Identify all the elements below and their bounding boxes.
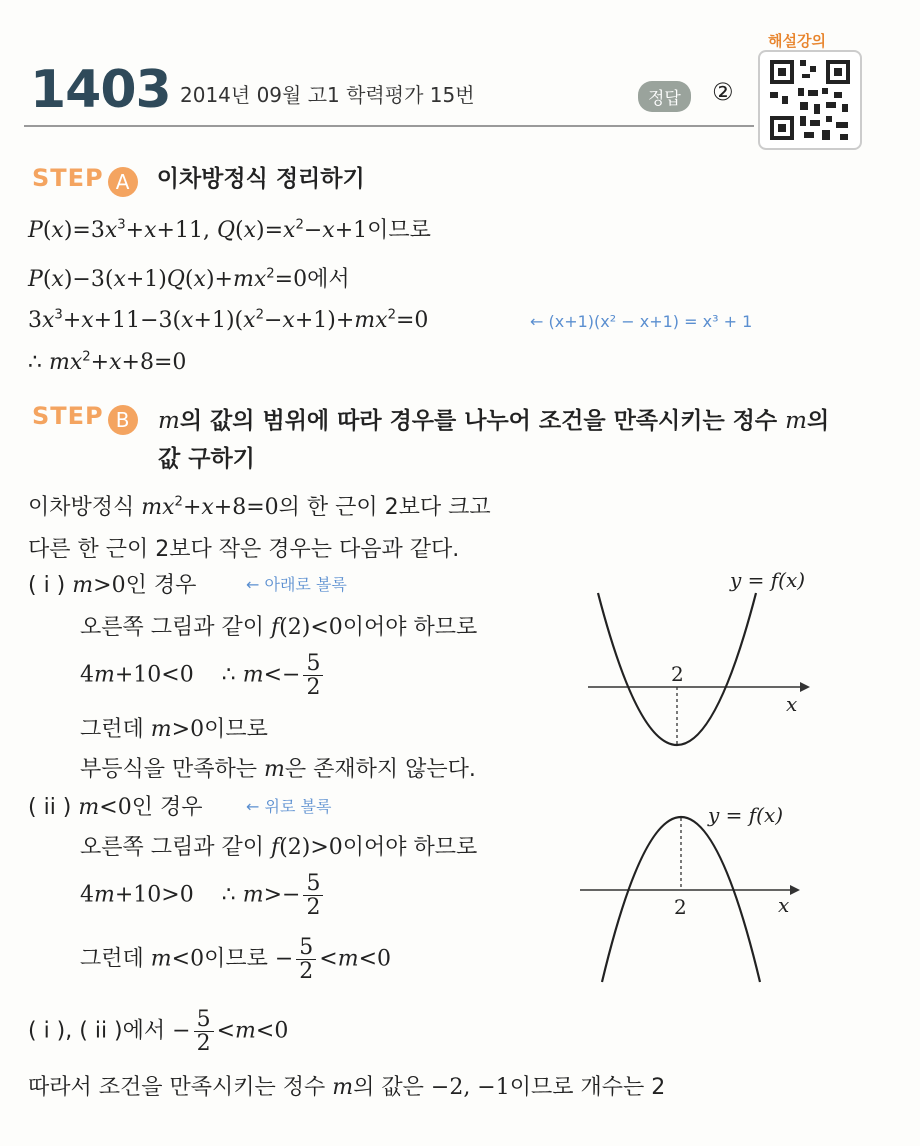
case-1-line-4: 부등식을 만족하는 m은 존재하지 않는다. <box>80 757 476 782</box>
step-a-header <box>32 160 365 197</box>
function-label: y = f(x) <box>730 568 806 592</box>
step-a-line-4: ∴ $mx^2+x+8=0$ <box>28 349 187 375</box>
case-1-line-3: 그런데 m>0이므로 <box>80 717 268 742</box>
step-b-title: m의 값의 범위에 따라 경우를 나누어 조건을 만족시키는 정수 m의 <box>158 408 830 434</box>
problem-source: 2014년 09월 고1 학력평가 15번 <box>180 83 475 107</box>
qr-label: 해설강의 <box>768 32 826 50</box>
x-axis-arrow-icon <box>790 885 800 895</box>
x-axis-arrow-icon <box>800 682 810 692</box>
problem-number: 1403 <box>30 60 171 120</box>
step-a-tag: STEP <box>32 164 104 192</box>
x-axis-label: x <box>778 893 790 917</box>
case-1-header: ( i ) m>0인 경우 <box>28 573 197 598</box>
therefore-symbol: ∴ <box>28 350 42 375</box>
case-1-note: ← 아래로 볼록 <box>246 575 347 594</box>
step-a-letter: A <box>108 167 138 197</box>
tick-label-2: 2 <box>671 662 684 686</box>
qr-code-icon[interactable] <box>758 50 862 150</box>
step-b-letter: B <box>108 405 138 435</box>
case-2-note: ← 위로 볼록 <box>246 797 332 816</box>
function-label: y = f(x) <box>708 803 784 827</box>
step-a-line-3: $3x^3+x+11-3(x+1)(x^2-x+1)+mx^2=0$ <box>28 307 429 333</box>
tick-label-2: 2 <box>674 895 687 919</box>
step-a-title: 이차방정식 정리하기 <box>156 166 365 192</box>
x-axis-label: x <box>786 692 798 716</box>
step-a-line-1-text: 이므로 <box>367 218 431 243</box>
case-1-line-1: 오른쪽 그림과 같이 f(2)<0이어야 하므로 <box>80 615 478 640</box>
step-a-note: ← (x+1)(x² − x+1) = x³ + 1 <box>530 312 753 331</box>
case-2-line-2: 4m+10>0 ∴ m>− $\frac{5}{2}$ <box>80 872 326 919</box>
step-b-title-2: 값 구하기 <box>158 446 255 472</box>
step-b-intro-1: 이차방정식 $mx^2+x+8=0$의 한 근이 2보다 크고 <box>28 494 491 520</box>
graph-upward-parabola <box>580 565 840 765</box>
answer-badge: 정답 <box>638 81 691 112</box>
graph-downward-parabola <box>580 800 840 990</box>
step-b-intro-2: 다른 한 근이 2보다 작은 경우는 다음과 같다. <box>28 537 460 562</box>
step-b-tag: STEP <box>32 402 104 430</box>
step-a-line-1: $P(x)=3x^3+x+11$, $Q(x)=x^2-x+1$이므로 <box>28 217 431 243</box>
step-b-header <box>32 402 138 435</box>
case-2-line-3: 그런데 m<0이므로 − $\frac{5}{2}$ <m<0 <box>80 935 392 985</box>
step-a-line-2-text: 에서 <box>307 267 350 292</box>
answer-value: ② <box>712 78 734 106</box>
case-1-line-2: 4m+10<0 ∴ m<− $\frac{5}{2}$ <box>80 652 326 699</box>
header-divider <box>24 125 754 127</box>
step-a-line-2: $P(x)-3(x+1)Q(x)+mx^2=0$에서 <box>28 266 350 292</box>
case-2-header: ( ii ) m<0인 경우 <box>28 795 203 820</box>
case-2-line-1: 오른쪽 그림과 같이 f(2)>0이어야 하므로 <box>80 835 478 860</box>
combine-line: ( i ), ( ii )에서 − $\frac{5}{2}$ <m<0 <box>28 1007 289 1057</box>
final-line: 따라서 조건을 만족시키는 정수 m의 값은 −2, −1이므로 개수는 2 <box>28 1075 666 1100</box>
